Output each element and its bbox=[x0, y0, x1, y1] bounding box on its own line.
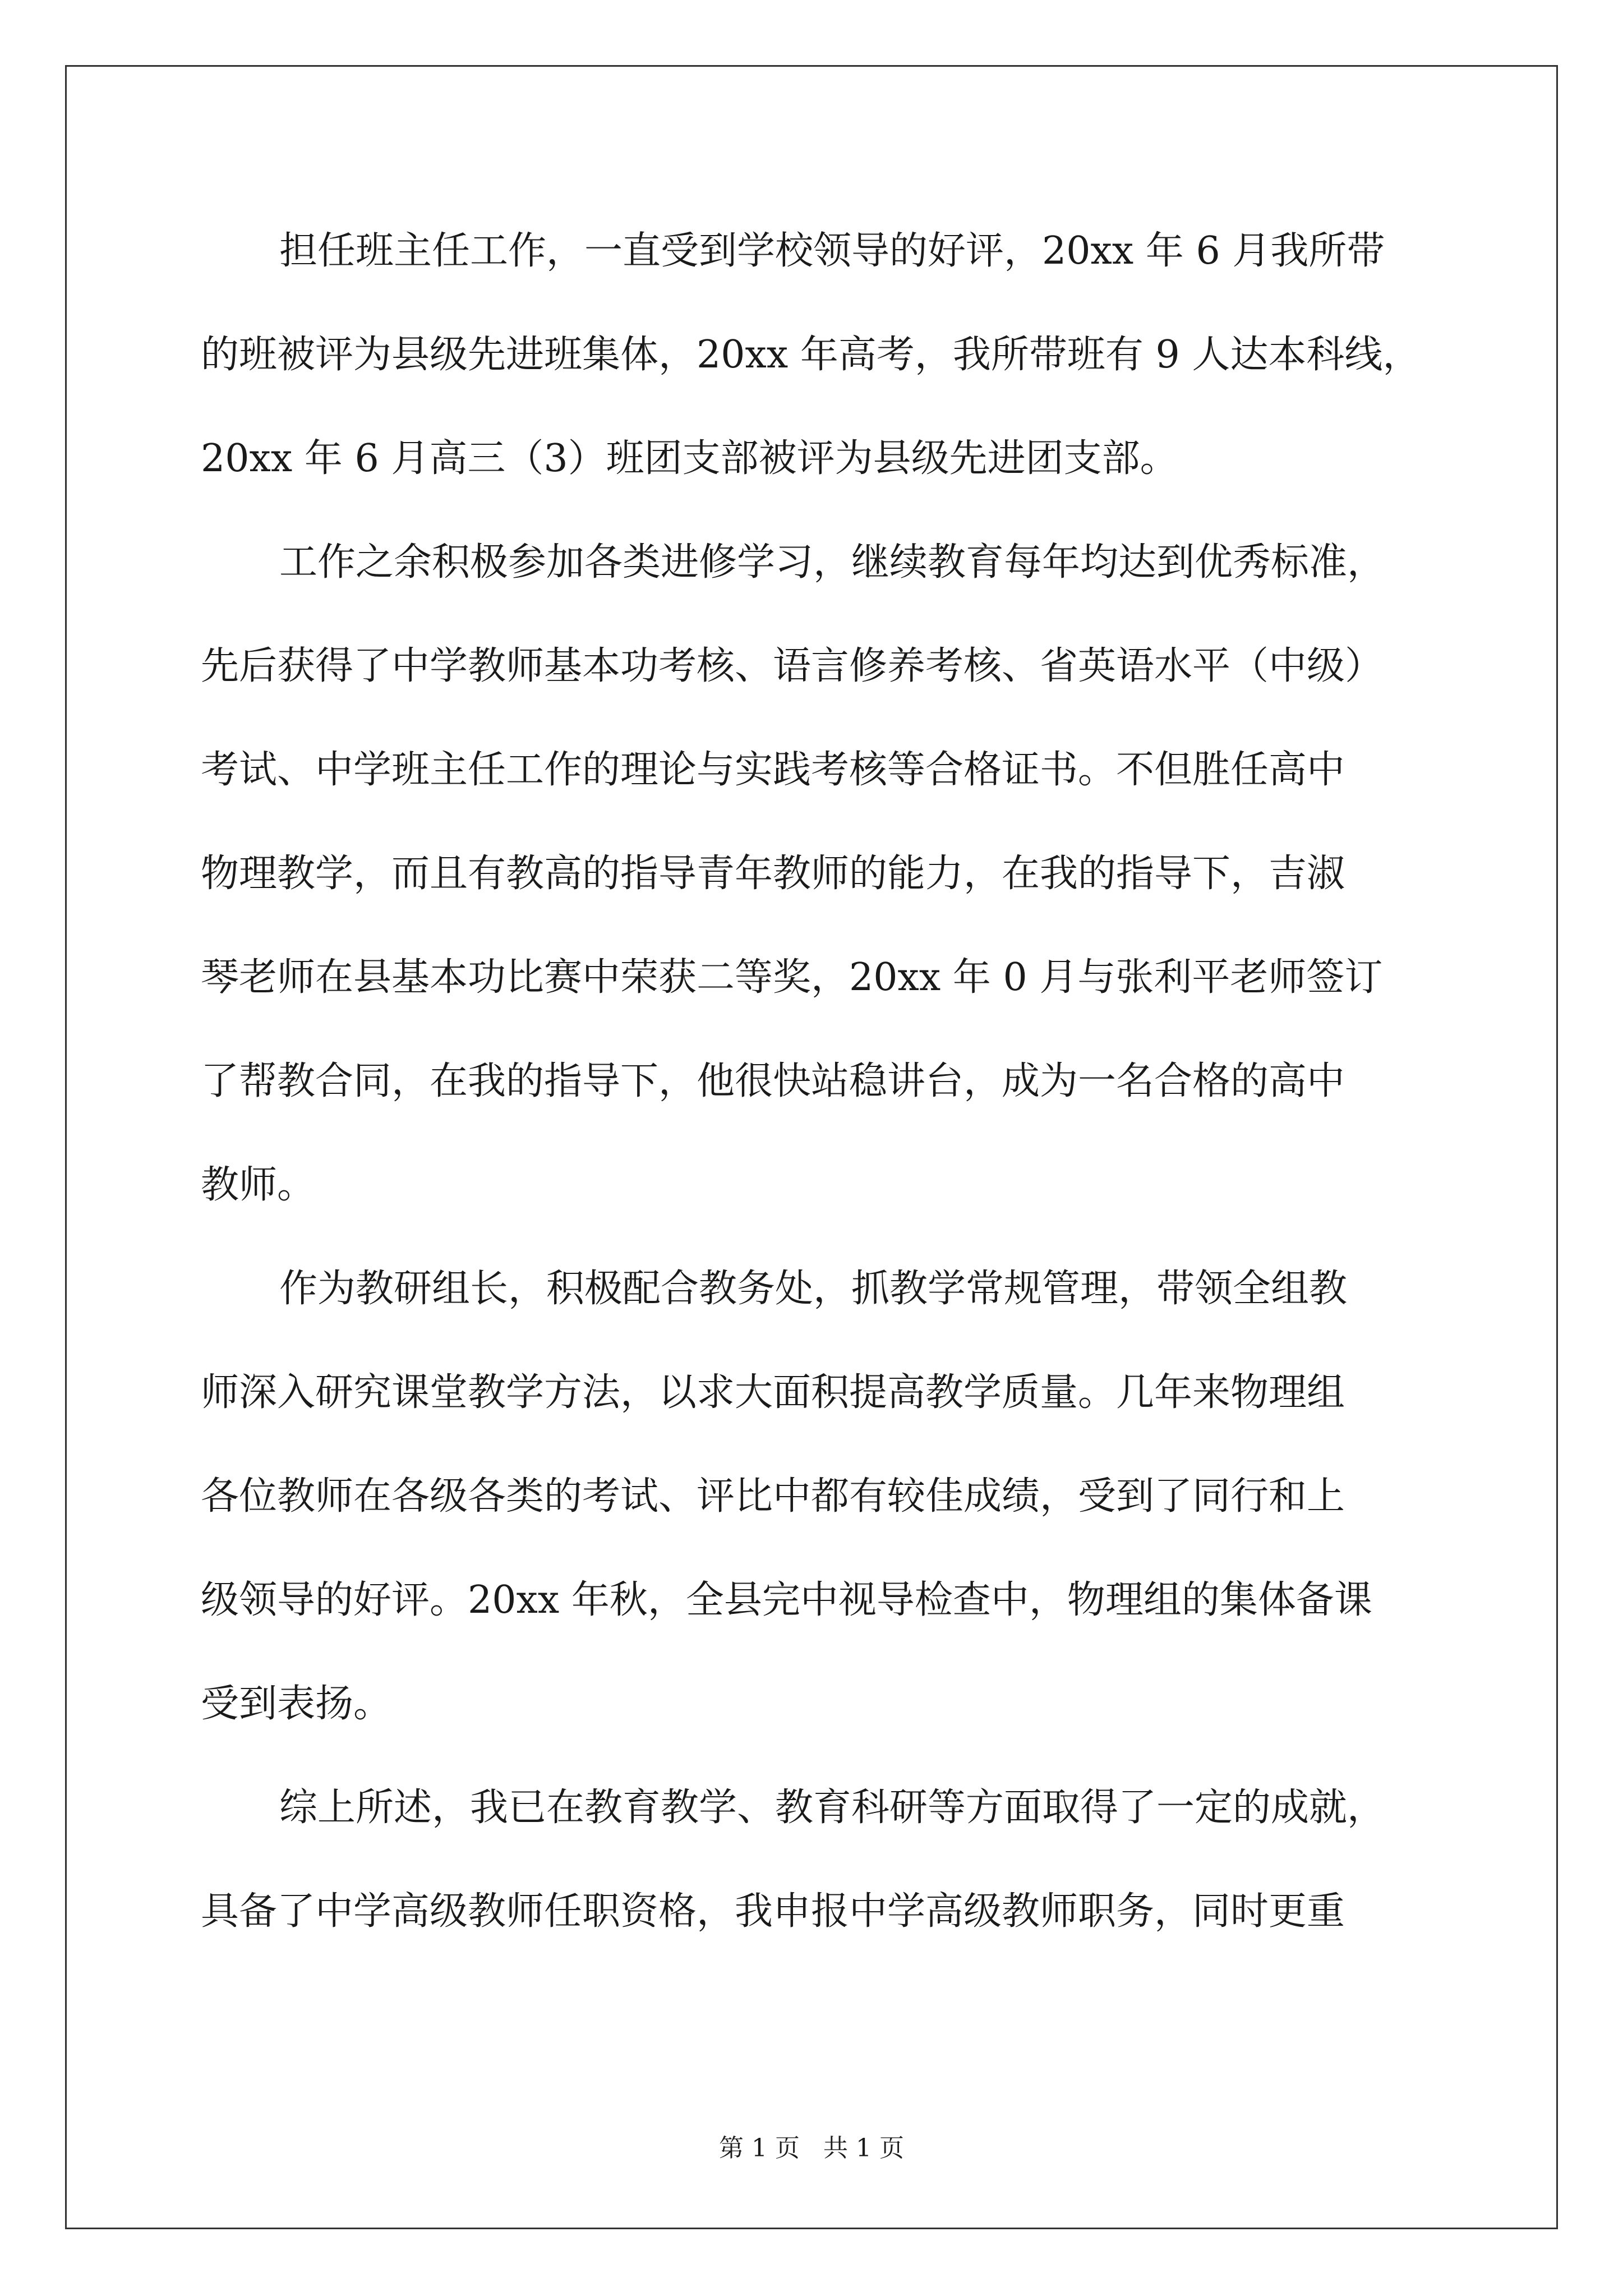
text-line: 物理教学，而且有教高的指导青年教师的能力，在我的指导下，吉淑 bbox=[201, 852, 1345, 896]
text-line: 受到表扬。 bbox=[201, 1682, 392, 1726]
text-line: 具备了中学高级教师任职资格，我申报中学高级教师职务，同时更重 bbox=[201, 1889, 1345, 1934]
text-line: 考试、中学班主任工作的理论与实践考核等合格证书。不但胜任高中 bbox=[201, 748, 1345, 792]
text-line: 先后获得了中学教师基本功考核、语言修养考核、省英语水平（中级） bbox=[201, 644, 1384, 688]
text-line: 20xx 年 6 月高三（3）班团支部被评为县级先进团支部。 bbox=[201, 436, 1178, 481]
text-line: 的班被评为县级先进班集体，20xx 年高考，我所带班有 9 人达本科线， bbox=[201, 333, 1421, 377]
text-line: 级领导的好评。20xx 年秋，全县完中视导检查中，物理组的集体备课 bbox=[201, 1578, 1372, 1622]
text-line: 了帮教合同，在我的指导下，他很快站稳讲台，成为一名合格的高中 bbox=[201, 1059, 1345, 1103]
page-number-footer: 第 1 页 共 1 页 bbox=[719, 2134, 904, 2162]
text-line: 教师。 bbox=[201, 1163, 316, 1207]
text-line: 琴老师在县基本功比赛中荣获二等奖，20xx 年 0 月与张利平老师签订 bbox=[201, 955, 1383, 1000]
text-line: 作为教研组长，积极配合教务处，抓教学常规管理，带领全组教 bbox=[279, 1267, 1348, 1311]
text-line: 师深入研究课堂教学方法，以求大面积提高教学质量。几年来物理组 bbox=[201, 1370, 1345, 1415]
text-line: 工作之余积极参加各类进修学习，继续教育每年均达到优秀标准， bbox=[279, 540, 1386, 585]
text-line: 担任班主任工作，一直受到学校领导的好评，20xx 年 6 月我所带 bbox=[279, 229, 1385, 273]
text-line: 各位教师在各级各类的考试、评比中都有较佳成绩，受到了同行和上 bbox=[201, 1474, 1345, 1519]
text-line: 综上所述，我已在教育教学、教育科研等方面取得了一定的成就， bbox=[279, 1786, 1386, 1830]
